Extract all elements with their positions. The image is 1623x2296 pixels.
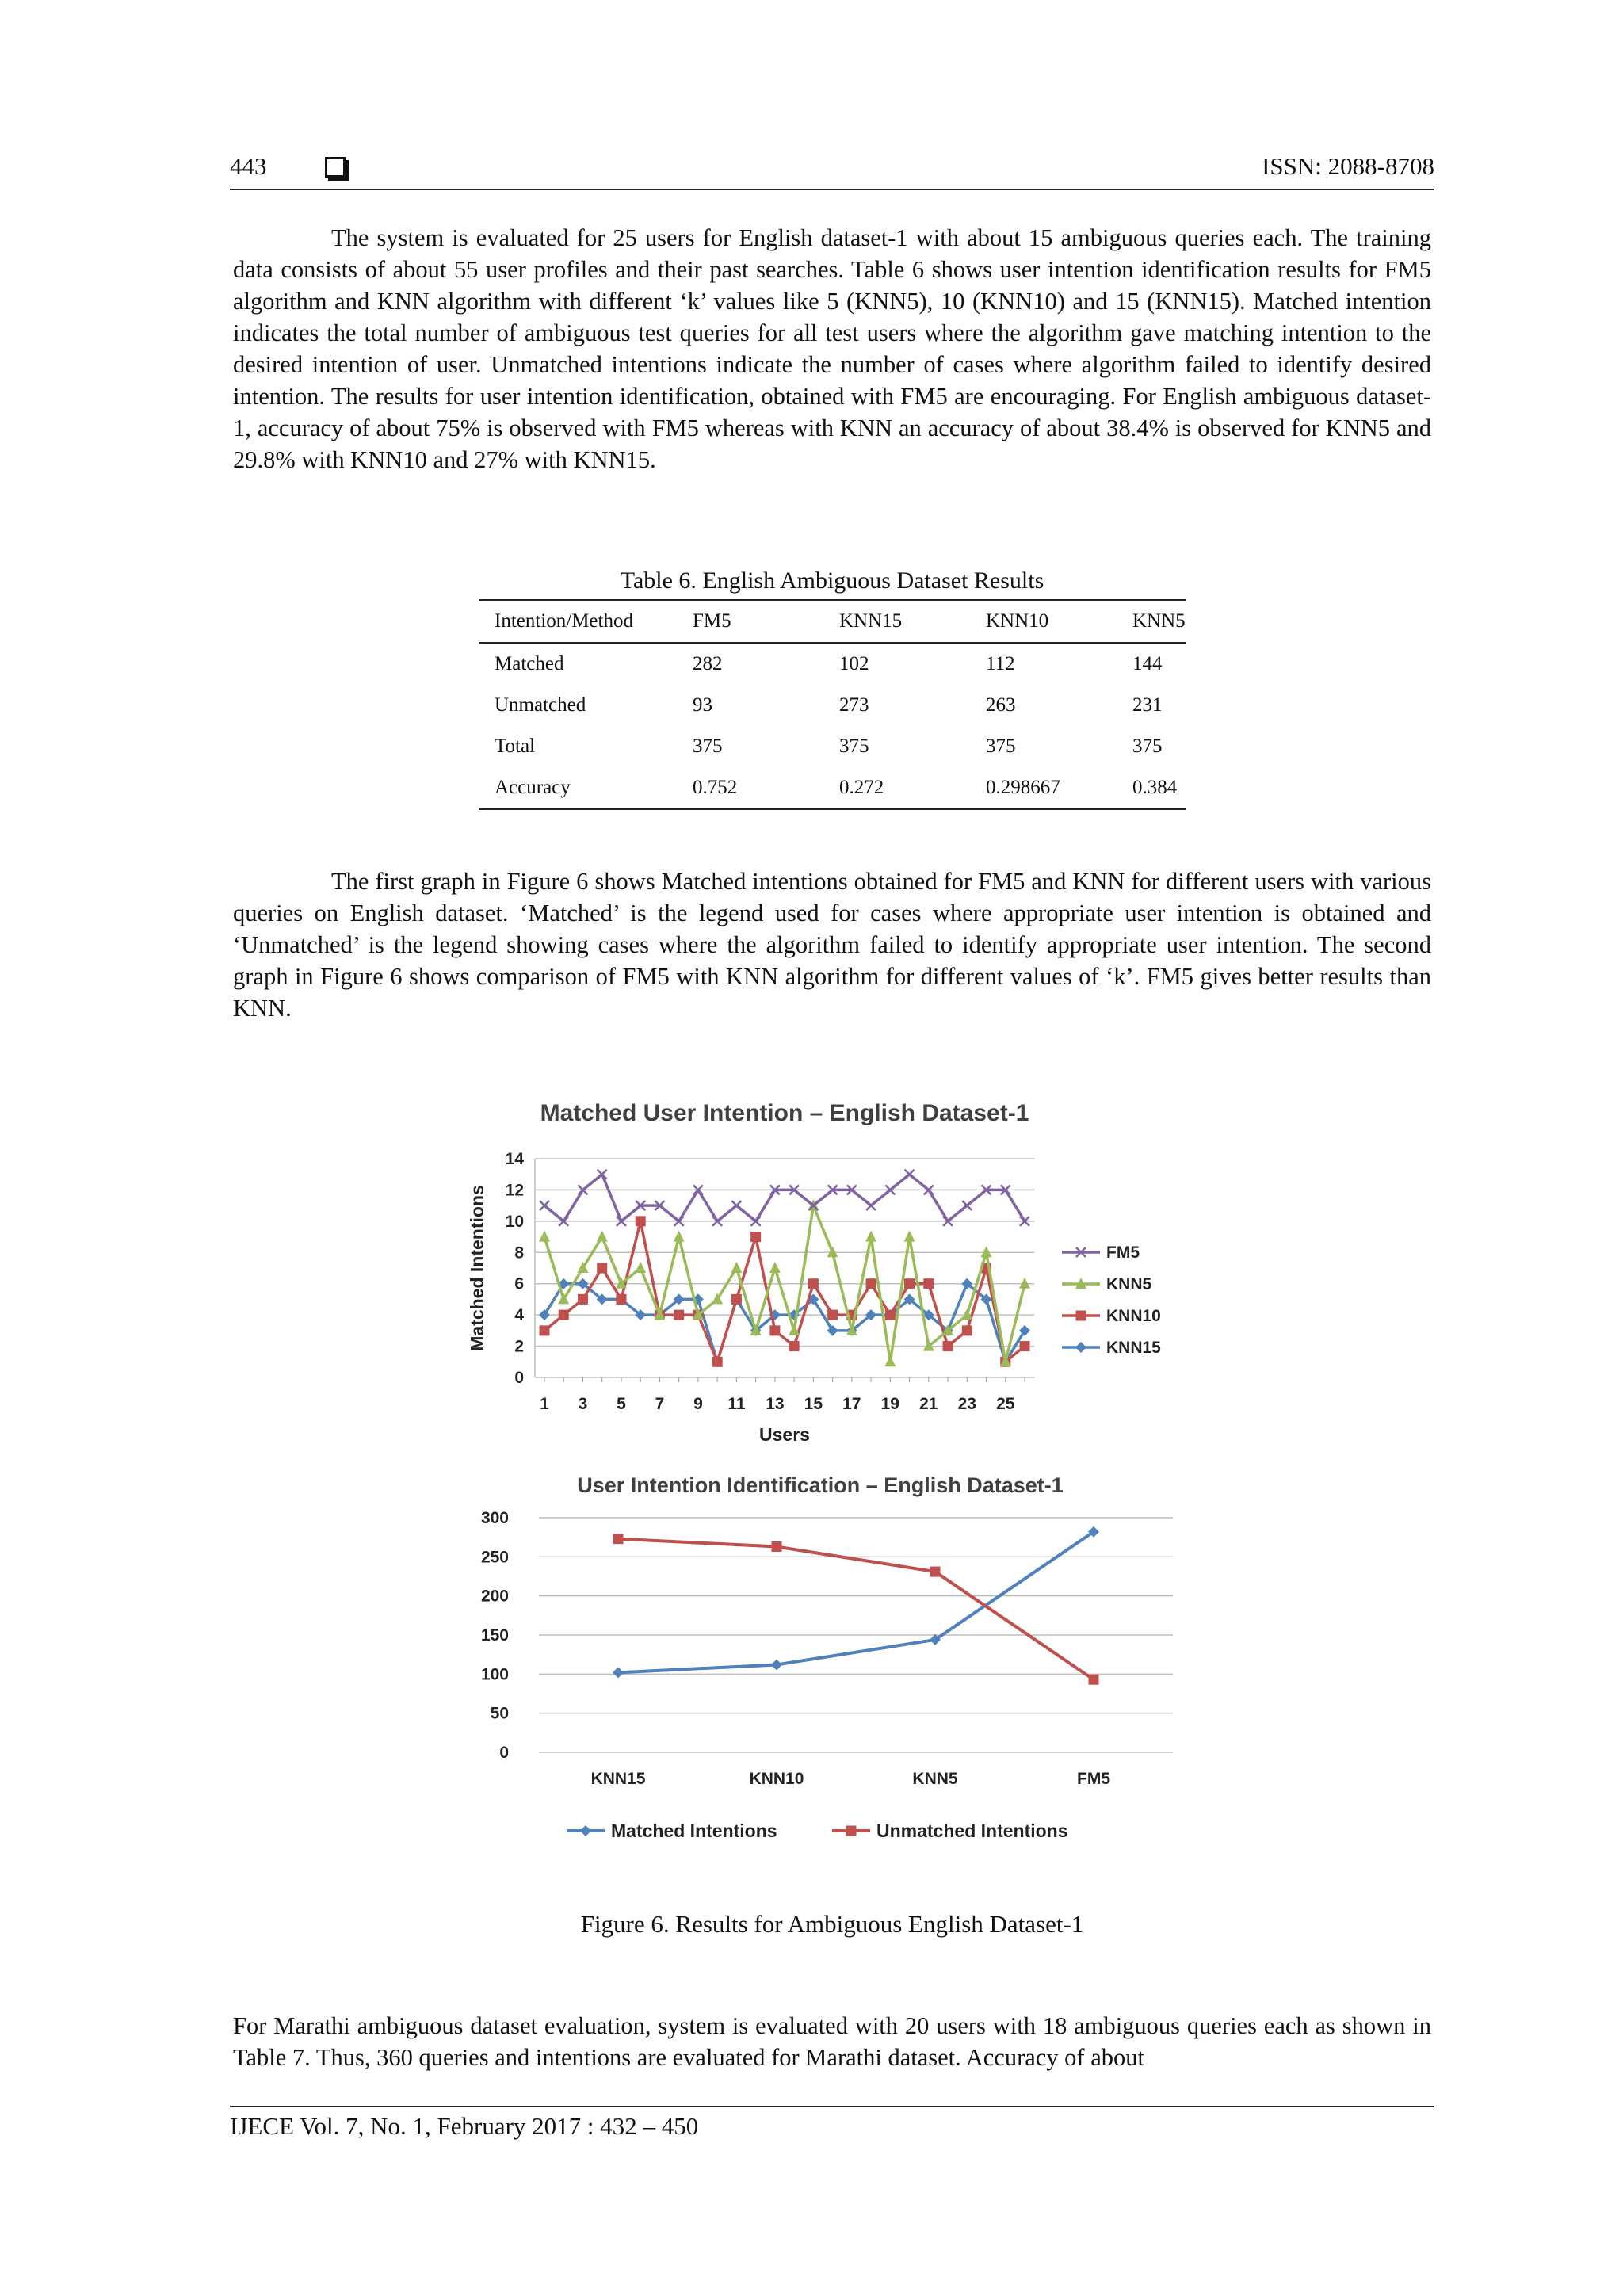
journal-citation: IJECE Vol. 7, No. 1, February 2017 : 432 – 450 xyxy=(230,2112,699,2140)
data-point-knn10 xyxy=(636,1216,646,1226)
data-point-knn10 xyxy=(559,1310,569,1320)
legend-label-knn5: KNN5 xyxy=(1106,1275,1152,1293)
y-tick-label: 6 xyxy=(514,1274,524,1293)
data-point-knn5 xyxy=(731,1262,742,1273)
x-tick-label: KNN5 xyxy=(912,1770,958,1788)
legend-marker-knn10 xyxy=(1076,1311,1086,1321)
data-point xyxy=(613,1534,624,1544)
table-cell: 231 xyxy=(1132,694,1163,716)
table-cell: 0.298667 xyxy=(970,767,1117,809)
data-point-fm5 xyxy=(962,1201,972,1210)
table-cell: 102 xyxy=(839,653,869,674)
y-tick-label: 4 xyxy=(514,1306,524,1325)
paragraph-1 xyxy=(233,222,1431,476)
legend-label: Matched Intentions xyxy=(611,1820,777,1841)
data-point-knn10 xyxy=(1020,1341,1030,1351)
table-cell: 263 xyxy=(986,694,1016,716)
series-line-fm5 xyxy=(544,1175,1025,1221)
x-tick-label: FM5 xyxy=(1077,1770,1110,1788)
table-cell: 112 xyxy=(986,653,1015,674)
page-number: 443 xyxy=(230,152,267,180)
data-point-knn10 xyxy=(789,1341,800,1351)
data-point-knn5 xyxy=(981,1246,992,1257)
data-point-knn5 xyxy=(597,1231,608,1242)
x-tick-label: 9 xyxy=(693,1395,703,1413)
data-point-knn10 xyxy=(827,1310,838,1320)
data-point-knn10 xyxy=(866,1278,876,1289)
y-tick-label: 8 xyxy=(514,1244,524,1263)
x-tick-label: 11 xyxy=(727,1395,746,1413)
table-cell: 375 xyxy=(693,735,723,757)
data-point-fm5 xyxy=(866,1201,876,1210)
series-line xyxy=(618,1539,1094,1680)
data-point-fm5 xyxy=(540,1201,549,1210)
y-tick-label: 250 xyxy=(480,1548,509,1567)
table-cell: 0.384 xyxy=(1117,767,1186,809)
data-point xyxy=(771,1659,782,1670)
page-footer xyxy=(230,2106,1434,2145)
data-point-knn10 xyxy=(712,1357,723,1367)
x-tick-label: 15 xyxy=(804,1395,823,1413)
data-point-fm5 xyxy=(905,1170,915,1179)
table-header-cell: FM5 xyxy=(677,600,823,643)
data-point-knn10 xyxy=(616,1294,626,1305)
y-tick-label: 50 xyxy=(490,1704,509,1723)
table-row xyxy=(479,767,1186,809)
data-point-knn10 xyxy=(674,1310,684,1320)
checkbox-glyph-icon xyxy=(325,157,346,178)
table-cell: 282 xyxy=(693,653,723,674)
table-cell: 273 xyxy=(839,694,869,716)
paragraph-3 xyxy=(233,2010,1431,2073)
figure-caption: Figure 6. Results for Ambiguous English Dataset-1 xyxy=(580,1910,1084,1938)
table-row xyxy=(479,643,1186,685)
y-tick-label: 0 xyxy=(514,1369,524,1387)
x-tick-label: 5 xyxy=(617,1395,626,1413)
legend-label-knn15: KNN15 xyxy=(1106,1339,1161,1357)
y-tick-label: 200 xyxy=(480,1587,509,1606)
x-axis-label: Users xyxy=(759,1424,810,1445)
x-tick-label: KNN15 xyxy=(590,1770,646,1788)
y-tick-label: 12 xyxy=(505,1181,524,1200)
x-tick-label: 1 xyxy=(540,1395,549,1413)
issn: ISSN: 2088-8708 xyxy=(1262,152,1434,180)
data-point-knn10 xyxy=(540,1325,550,1335)
table-cell: Unmatched xyxy=(495,694,586,716)
data-point xyxy=(772,1541,782,1552)
data-point-knn10 xyxy=(808,1278,819,1289)
table-row xyxy=(479,726,1186,767)
table-caption: Table 6. English Ambiguous Dataset Results xyxy=(620,567,1044,594)
legend-marker-knn15 xyxy=(1075,1342,1086,1353)
page-header xyxy=(230,151,1434,190)
series-line xyxy=(618,1532,1094,1673)
x-tick-label: 17 xyxy=(842,1395,861,1413)
chart-title: User Intention Identification – English Dataset-1 xyxy=(577,1473,1064,1497)
data-point-knn10 xyxy=(923,1278,934,1289)
y-tick-label: 300 xyxy=(480,1509,509,1527)
table-cell: 375 xyxy=(1132,735,1163,757)
paragraph-2 xyxy=(233,865,1431,1024)
matched-intention-line-chart xyxy=(444,1086,1236,1458)
table-cell: Matched xyxy=(495,653,564,674)
y-tick-label: 0 xyxy=(499,1744,509,1762)
data-point xyxy=(613,1667,624,1678)
y-tick-label: 14 xyxy=(505,1150,524,1168)
table-cell: 375 xyxy=(986,735,1016,757)
y-axis-label: Matched Intentions xyxy=(467,1185,487,1351)
data-point-knn10 xyxy=(769,1325,780,1335)
legend-marker xyxy=(846,1826,857,1836)
data-point-knn5 xyxy=(865,1231,876,1242)
legend-label-knn10: KNN10 xyxy=(1106,1307,1161,1325)
data-point-knn5 xyxy=(539,1231,550,1242)
data-point-knn10 xyxy=(904,1278,915,1289)
data-point xyxy=(1089,1675,1099,1685)
data-point-knn5 xyxy=(904,1231,915,1242)
paragraph-1-text: The system is evaluated for 25 users for English dataset-1 with about 15 ambiguous queries each. The training data consists of about 55 user profiles and their past searches. Table 6 shows user intention identification results for FM5 algorithm and KNN algorithm with different ‘k’ values like 5 (KNN5), 10 (KNN10) and 15 (KNN15). Matched intention indicates the total number of ambiguous test queries for all test users where the algorithm gave matching intention to the desired intention of user. Unmatched intentions indicate the number of cases where algorithm failed to identify desired intention. The results for user intention identification, obtained with FM5 are encouraging. For English ambiguous dataset-1, accuracy of about 75% is observed with FM5 whereas with KNN an accuracy of about 38.4% is observed for KNN5 and 29.8% with KNN10 and 27% with KNN15. xyxy=(233,224,1431,473)
data-point-knn10 xyxy=(578,1294,588,1305)
x-tick-label: 7 xyxy=(655,1395,665,1413)
intention-identification-line-chart xyxy=(460,1470,1197,1851)
paragraph-2-text: The first graph in Figure 6 shows Matched intentions obtained for FM5 and KNN for different users with various queries on English dataset. ‘Matched’ is the legend used for cases where appropriate user intention is obtained and ‘Unmatched’ is the legend showing cases where the algorithm failed to identify appropriate user intention. The second graph in Figure 6 shows comparison of FM5 with KNN algorithm for different values of ‘k’. FM5 gives better results than KNN. xyxy=(233,868,1431,1022)
x-tick-label: 23 xyxy=(957,1395,976,1413)
data-point-knn10 xyxy=(731,1294,742,1305)
y-tick-label: 150 xyxy=(480,1626,509,1645)
x-tick-label: 13 xyxy=(766,1395,785,1413)
y-tick-label: 10 xyxy=(505,1212,524,1231)
x-tick-label: 3 xyxy=(578,1395,588,1413)
data-point-knn5 xyxy=(1019,1278,1030,1289)
table-header-cell: Intention/Method xyxy=(479,600,677,643)
data-point-knn5 xyxy=(769,1262,781,1273)
results-table xyxy=(479,599,1186,810)
table-cell: 0.272 xyxy=(823,767,970,809)
data-point xyxy=(930,1567,941,1577)
table-cell: 0.752 xyxy=(677,767,823,809)
data-point-knn10 xyxy=(943,1341,953,1351)
table-header-row xyxy=(479,600,1186,643)
x-tick-label: 19 xyxy=(880,1395,899,1413)
data-point-fm5 xyxy=(731,1201,741,1210)
table-cell: Total xyxy=(495,735,536,757)
data-point-knn5 xyxy=(635,1262,646,1273)
legend-label-fm5: FM5 xyxy=(1106,1244,1140,1262)
x-tick-label: KNN10 xyxy=(749,1770,804,1788)
data-point-knn10 xyxy=(885,1310,896,1320)
data-point-knn10 xyxy=(962,1325,972,1335)
table-header-cell: KNN5 xyxy=(1117,600,1186,643)
table-header-cell: KNN10 xyxy=(970,600,1117,643)
data-point-knn10 xyxy=(750,1232,761,1242)
x-tick-label: 21 xyxy=(919,1395,938,1413)
data-point-knn5 xyxy=(674,1231,685,1242)
x-tick-label: 25 xyxy=(996,1395,1015,1413)
legend-label: Unmatched Intentions xyxy=(876,1820,1068,1841)
table-header-cell: KNN15 xyxy=(823,600,970,643)
legend-marker xyxy=(580,1825,591,1836)
series-line-knn10 xyxy=(544,1221,1025,1362)
table-cell: 375 xyxy=(839,735,869,757)
paragraph-3-text: For Marathi ambiguous dataset evaluation, system is evaluated with 20 users with 18 ambiguous queries each as shown in Table 7. Thus, 360 queries and intentions are evaluated for Marathi dataset. Accuracy of about xyxy=(233,2012,1431,2071)
chart-title: Matched User Intention – English Dataset-1 xyxy=(540,1100,1029,1126)
table-cell: 93 xyxy=(693,694,712,716)
data-point-knn10 xyxy=(597,1263,607,1274)
data-point-knn5 xyxy=(827,1246,838,1257)
y-tick-label: 2 xyxy=(514,1337,524,1356)
data-point-knn5 xyxy=(884,1355,896,1366)
table-row xyxy=(479,685,1186,726)
table-cell: Accuracy xyxy=(479,767,677,809)
y-tick-label: 100 xyxy=(480,1665,509,1684)
table-cell: 144 xyxy=(1132,653,1163,674)
